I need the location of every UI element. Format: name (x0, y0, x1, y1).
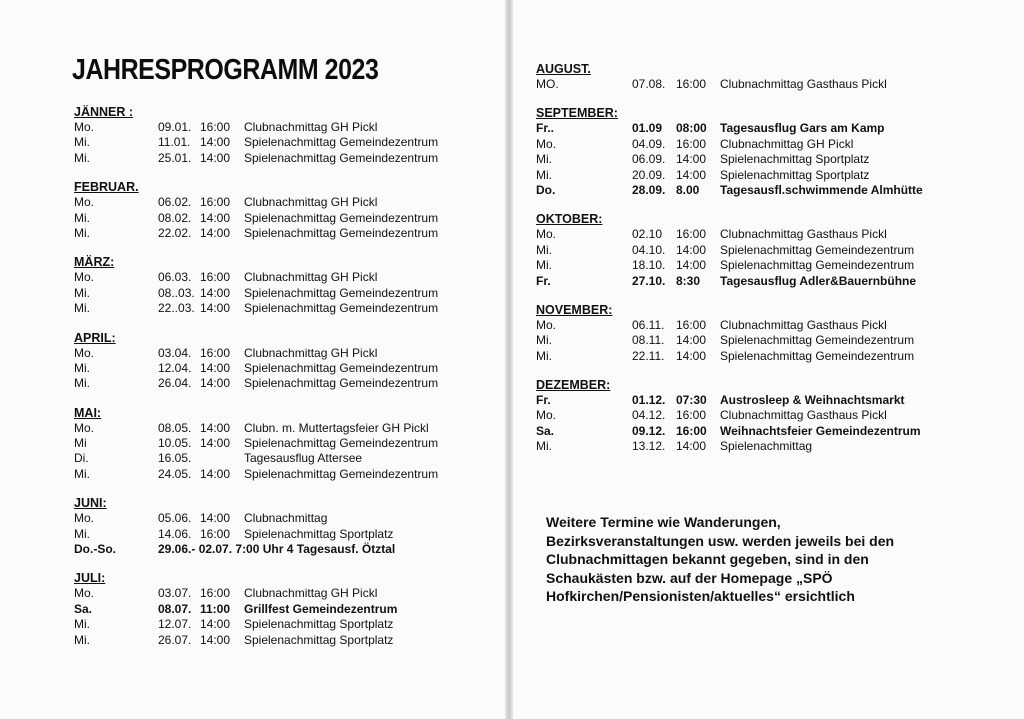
month-heading: JULI: (74, 571, 106, 586)
date: 03.04. (158, 345, 192, 360)
schedule-row (74, 120, 494, 135)
weekday: Sa. (536, 423, 555, 438)
date: 08.07. (158, 601, 192, 616)
weekday: Fr.. (536, 121, 555, 136)
event-title: Spielenachmittag Gemeindezentrum (720, 333, 915, 348)
date: 10.05. (158, 436, 192, 451)
event-title: Clubnachmittag Gasthaus Pickl (720, 227, 887, 242)
schedule-row (536, 439, 976, 454)
time: 16:00 (200, 120, 231, 134)
event-title: Weihnachtsfeier Gemeindezentrum (720, 423, 921, 438)
date: 20.09. (632, 167, 666, 182)
time: 14:00 (200, 632, 231, 647)
date: 01.09 (632, 121, 663, 136)
time: 16:00 (200, 526, 231, 541)
date: 22.11. (632, 348, 665, 363)
weekday: Mi. (536, 242, 552, 257)
time: 16:00 (676, 423, 707, 438)
month-block (74, 104, 494, 166)
schedule-row (74, 361, 494, 376)
info-note: Weitere Termine wie Wanderungen, Bezirksveranstaltungen usw. werden jeweils bei den Clubnachmittagen bekannt gegeben, sind in den Schaukästen bzw. auf der Homepage „SPÖ Hofkirchen/Pensionisten/aktuelles“ ersichtlich (546, 514, 895, 604)
weekday: Mo. (74, 120, 95, 134)
weekday: Sa. (74, 601, 93, 616)
right-schedule (536, 61, 976, 468)
date: 18.10. (632, 258, 666, 273)
time: 14:00 (200, 617, 231, 632)
time: 11:00 (200, 601, 231, 616)
month-heading: DEZEMBER: (536, 378, 611, 393)
schedule-row (74, 511, 494, 526)
event-title: Spielenachmittag Gemeindezentrum (244, 436, 439, 451)
schedule-row (536, 243, 976, 258)
weekday: Mi. (74, 135, 90, 150)
schedule-row (536, 333, 976, 348)
page-fold (505, 0, 513, 719)
schedule-row (536, 424, 976, 439)
weekday: Mi. (74, 210, 90, 225)
weekday: Do. (536, 182, 556, 197)
date: 04.12. (632, 408, 666, 423)
schedule-row (536, 258, 976, 273)
date: 08.11. (632, 333, 665, 348)
schedule-row (74, 376, 494, 391)
date: 09.12. (632, 423, 666, 438)
date: 28.09. (632, 182, 666, 197)
date: 24.05. (158, 466, 192, 481)
weekday: Mi. (536, 258, 552, 273)
month-heading: OKTOBER: (536, 212, 603, 227)
date: 06.02. (158, 195, 192, 210)
time: 14:00 (676, 152, 707, 167)
date: 27.10. (632, 273, 666, 288)
month-heading: NOVEMBER: (536, 302, 613, 317)
event-title: Spielenachmittag Gemeindezentrum (244, 285, 439, 300)
event-title: Spielenachmittag Sportplatz (244, 632, 394, 647)
date: 13.12. (632, 439, 666, 454)
event-title: Spielenachmittag Gemeindezentrum (720, 242, 915, 257)
weekday: Mo. (74, 195, 95, 210)
date: 06.03. (158, 270, 192, 285)
event-title: Clubnachmittag GH Pickl (244, 345, 378, 360)
weekday: Mo. (74, 345, 95, 360)
weekday: Mo. (536, 317, 557, 332)
time: 14:00 (676, 258, 707, 273)
schedule-row (536, 227, 976, 242)
schedule-row (74, 436, 494, 451)
date: 06.11. (632, 317, 665, 332)
schedule-row (74, 633, 494, 648)
date: 16.05. (158, 451, 192, 466)
date: 01.12. (632, 393, 666, 408)
month-block (74, 405, 494, 483)
time: 14:00 (200, 376, 231, 391)
event-title: Grillfest Gemeindezentrum (244, 601, 398, 616)
schedule-row (536, 274, 976, 289)
weekday: Mi. (74, 466, 90, 481)
date-range: 29.06.- 02.07. 7:00 Uhr 4 Tagesausf. Ötztal (158, 542, 396, 557)
event-title: Spielenachmittag Gemeindezentrum (244, 135, 439, 150)
schedule-row (74, 542, 494, 557)
event-title: Clubnachmittag GH Pickl (244, 120, 378, 134)
event-title: Tagesausflug Adler&Bauernbühne (720, 273, 917, 288)
month-block (536, 377, 976, 455)
weekday: Di. (74, 451, 89, 466)
schedule-row (536, 318, 976, 333)
weekday: Mi. (536, 348, 552, 363)
time: 16:00 (676, 317, 707, 332)
time: 14:00 (676, 348, 707, 363)
event-title: Spielenachmittag Gemeindezentrum (244, 360, 439, 375)
weekday: Mi. (74, 376, 90, 391)
event-title: Clubn. m. Muttertagsfeier GH Pickl (244, 420, 429, 435)
time: 14:00 (200, 150, 231, 165)
time: 14:00 (200, 420, 231, 435)
schedule-row (74, 346, 494, 361)
event-title: Spielenachmittag Gemeindezentrum (244, 301, 439, 316)
date: 07.08. (632, 77, 666, 91)
month-block (536, 211, 976, 289)
weekday: Mo. (74, 511, 95, 526)
left-schedule (74, 104, 494, 661)
date: 08.02. (158, 210, 192, 225)
month-heading: AUGUST. (536, 62, 591, 76)
schedule-row (74, 286, 494, 301)
date: 14.06. (158, 526, 192, 541)
month-block (74, 330, 494, 392)
schedule-row (74, 451, 494, 466)
date: 04.09. (632, 136, 666, 151)
event-title: Spielenachmittag Gemeindezentrum (244, 376, 439, 391)
date: 26.07. (158, 632, 192, 647)
event-title: Spielenachmittag Sportplatz (720, 152, 870, 167)
date: 08.05. (158, 420, 192, 435)
date: 08..03. (158, 285, 195, 300)
schedule-row (74, 586, 494, 601)
time (200, 451, 244, 466)
time: 14:00 (200, 135, 231, 150)
weekday: Mi. (536, 167, 552, 182)
schedule-row (74, 135, 494, 150)
weekday: Mi. (536, 333, 552, 348)
weekday: Mi. (74, 301, 90, 316)
event-title: Clubnachmittag Gasthaus Pickl (720, 408, 887, 423)
event-title: Austrosleep & Weihnachtsmarkt (720, 393, 905, 408)
time: 14:00 (676, 242, 707, 257)
event-title: Clubnachmittag Gasthaus Pickl (720, 317, 887, 332)
month-heading: MAI: (74, 405, 102, 420)
event-title: Spielenachmittag Gemeindezentrum (720, 348, 915, 363)
event-title: Clubnachmittag GH Pickl (244, 270, 378, 285)
schedule-row (536, 77, 976, 92)
date: 26.04. (158, 376, 192, 391)
month-heading: JUNI: (74, 496, 107, 511)
event-title: Clubnachmittag GH Pickl (244, 586, 378, 601)
event-title: Tagesausflug Gars am Kamp (720, 121, 885, 136)
month-block (536, 61, 976, 92)
month-heading: JÄNNER : (74, 105, 134, 119)
page-title: JAHRESPROGRAMM 2023 (72, 54, 379, 86)
month-block (74, 254, 494, 316)
event-title: Spielenachmittag Sportplatz (244, 526, 394, 541)
time: 14:00 (200, 360, 231, 375)
time: 16:00 (200, 345, 231, 360)
weekday: Mo. (536, 408, 557, 423)
month-block (536, 302, 976, 364)
schedule-row (74, 602, 494, 617)
time: 07:30 (676, 393, 707, 408)
schedule-row (536, 121, 976, 136)
event-title: Spielenachmittag Sportplatz (720, 167, 870, 182)
time: 16:00 (200, 586, 231, 601)
weekday: Mi. (74, 285, 90, 300)
date: 09.01. (158, 120, 192, 134)
event-title: Clubnachmittag Gasthaus Pickl (720, 77, 887, 91)
schedule-row (74, 195, 494, 210)
weekday: Mi. (74, 360, 90, 375)
weekday: MO. (536, 77, 559, 91)
time: 14:00 (676, 333, 707, 348)
month-block (536, 105, 976, 198)
time: 14:00 (676, 439, 707, 454)
weekday: Mi (74, 436, 87, 451)
weekday: Mi. (74, 632, 90, 647)
schedule-row (74, 617, 494, 632)
schedule-row (536, 408, 976, 423)
weekday: Mi. (74, 150, 90, 165)
time: 14:00 (200, 225, 231, 240)
date: 06.09. (632, 152, 666, 167)
weekday: Mi. (74, 526, 90, 541)
time: 8:30 (676, 273, 701, 288)
weekday: Mo. (74, 270, 95, 285)
weekday: Mo. (536, 227, 557, 242)
month-block (74, 570, 494, 648)
time: 16:00 (676, 227, 707, 242)
time: 16:00 (676, 77, 707, 91)
weekday: Mi. (536, 439, 552, 454)
schedule-row (536, 349, 976, 364)
weekday: Mo. (536, 136, 557, 151)
time: 08:00 (676, 121, 707, 136)
month-block (74, 179, 494, 241)
date: 12.07. (158, 617, 192, 632)
weekday: Fr. (536, 273, 551, 288)
schedule-row (74, 421, 494, 436)
weekday: Mi. (74, 617, 90, 632)
schedule-row (536, 393, 976, 408)
time: 16:00 (200, 270, 231, 285)
time: 14:00 (200, 301, 231, 316)
date: 22..03. (158, 301, 195, 316)
time: 16:00 (676, 408, 707, 423)
schedule-row (536, 152, 976, 167)
schedule-row (74, 527, 494, 542)
weekday: Mo. (74, 420, 95, 435)
schedule-row (74, 151, 494, 166)
weekday: Mo. (74, 586, 95, 601)
date: 05.06. (158, 511, 192, 526)
schedule-row (536, 137, 976, 152)
event-title: Spielenachmittag Sportplatz (244, 617, 394, 632)
event-title: Tagesausflug Attersee (244, 451, 363, 466)
event-title: Clubnachmittag (244, 511, 328, 526)
weekday: Mi. (536, 152, 552, 167)
month-heading: MÄRZ: (74, 255, 115, 270)
date: 22.02. (158, 225, 192, 240)
weekday: Fr. (536, 393, 551, 408)
date: 12.04. (158, 360, 192, 375)
time: 14:00 (200, 436, 231, 451)
event-title: Clubnachmittag GH Pickl (720, 136, 854, 151)
time: 14:00 (200, 210, 231, 225)
month-block (74, 495, 494, 557)
event-title: Clubnachmittag GH Pickl (244, 195, 378, 210)
time: 14:00 (676, 167, 707, 182)
weekday: Do.-So. (74, 542, 116, 557)
date: 11.01. (158, 135, 191, 150)
time: 14:00 (200, 511, 231, 526)
event-title: Spielenachmittag Gemeindezentrum (244, 150, 439, 165)
date: 04.10. (632, 242, 666, 257)
event-title: Spielenachmittag Gemeindezentrum (720, 258, 915, 273)
time: 16:00 (200, 195, 231, 210)
event-title: Spielenachmittag Gemeindezentrum (244, 225, 439, 240)
schedule-row (74, 270, 494, 285)
date: 03.07. (158, 586, 192, 601)
schedule-row (74, 467, 494, 482)
time: 8.00 (676, 182, 700, 197)
month-heading: FEBRUAR. (74, 180, 139, 195)
date: 25.01. (158, 150, 192, 165)
time: 16:00 (676, 136, 707, 151)
schedule-row (536, 168, 976, 183)
date: 02.10 (632, 227, 663, 242)
month-heading: SEPTEMBER: (536, 106, 618, 121)
time: 14:00 (200, 466, 231, 481)
schedule-row (74, 301, 494, 316)
event-title: Spielenachmittag Gemeindezentrum (244, 466, 439, 481)
schedule-row (536, 183, 976, 198)
event-title: Spielenachmittag (720, 439, 813, 454)
time: 14:00 (200, 285, 231, 300)
month-heading: APRIL: (74, 330, 116, 345)
weekday: Mi. (74, 225, 90, 240)
schedule-row (74, 226, 494, 241)
event-title: Tagesausfl.schwimmende Almhütte (720, 182, 923, 197)
event-title: Spielenachmittag Gemeindezentrum (244, 210, 439, 225)
schedule-row (74, 211, 494, 226)
